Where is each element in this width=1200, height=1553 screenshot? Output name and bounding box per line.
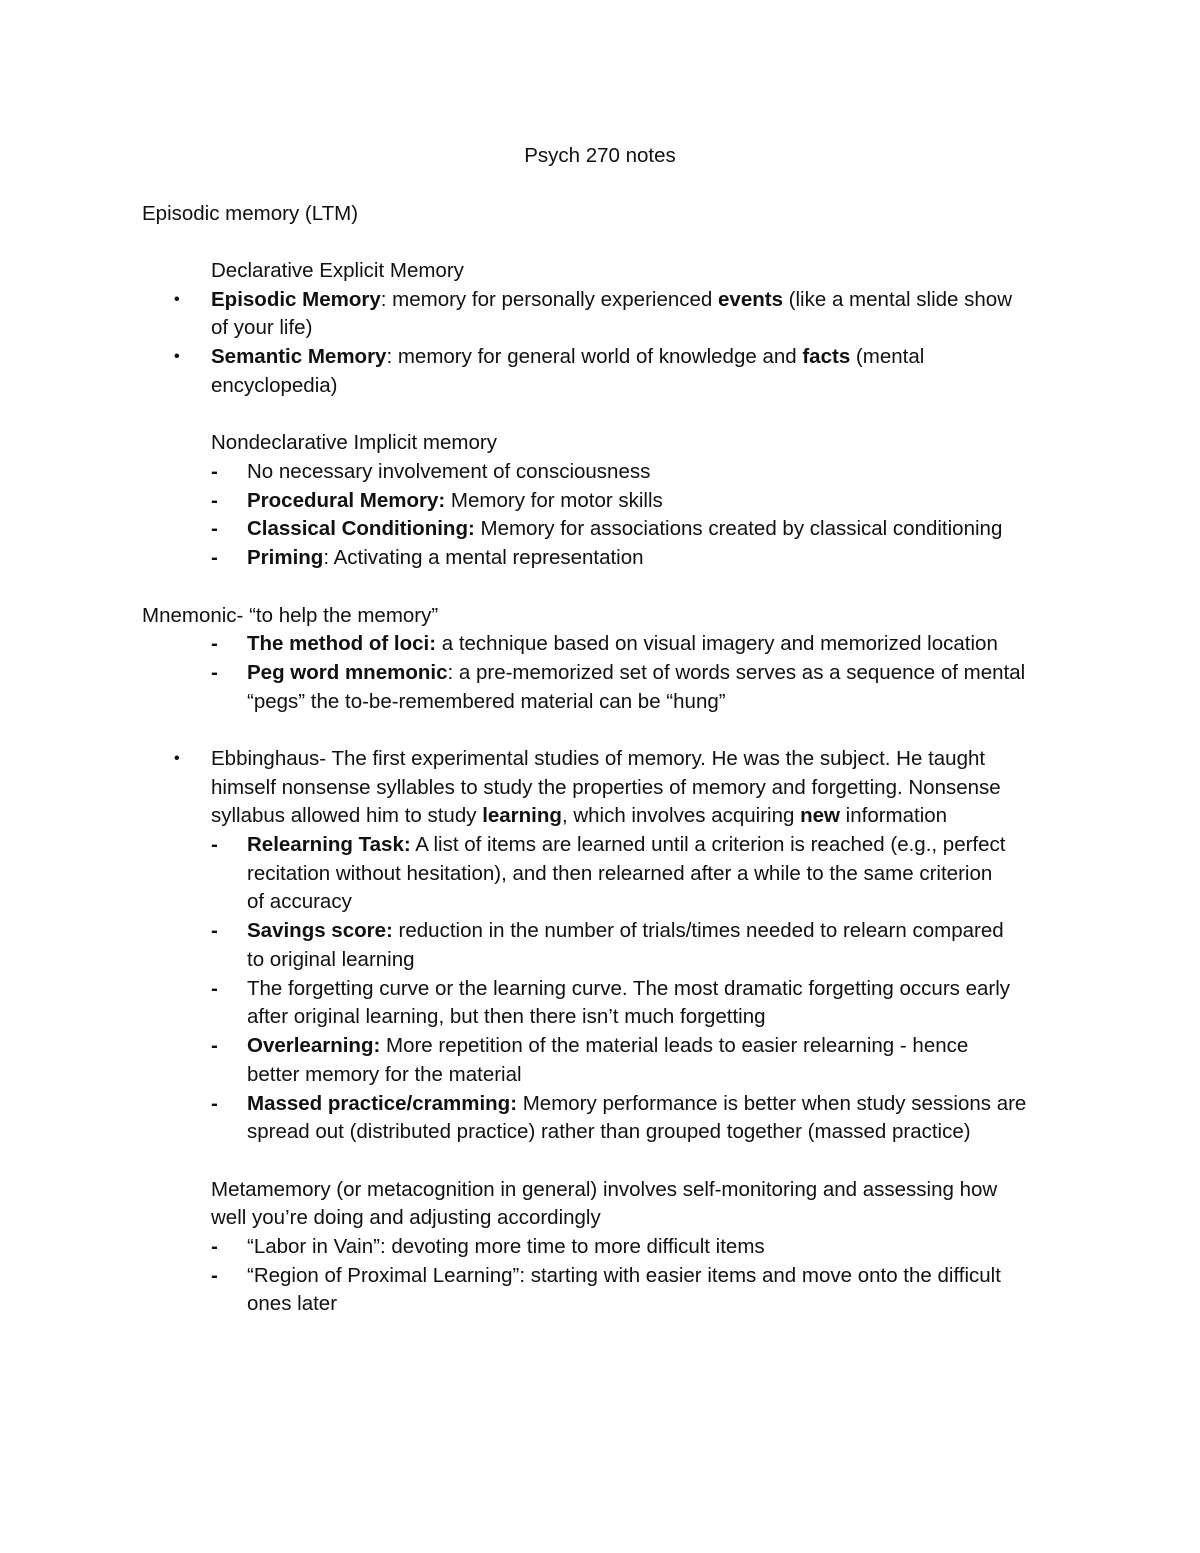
dash-icon: -: [211, 632, 218, 655]
list-item-continuation: of accuracy: [247, 890, 352, 913]
list-item: Procedural Memory: Memory for motor skills: [247, 489, 663, 512]
list-item: Episodic Memory: memory for personally experienced events (like a mental slide show: [211, 288, 1012, 311]
list-item: “Region of Proximal Learning”: starting with easier items and move onto the difficult: [247, 1264, 1001, 1287]
list-item: Priming: Activating a mental representation: [247, 546, 644, 569]
bullet-icon: •: [174, 291, 180, 308]
bullet-icon: •: [174, 750, 180, 767]
page-title: Psych 270 notes: [524, 144, 676, 167]
paragraph-metamemory: well you’re doing and adjusting accordingly: [211, 1206, 601, 1229]
list-item: The method of loci: a technique based on visual imagery and memorized location: [247, 632, 998, 655]
term-episodic-memory: Episodic Memory: [211, 288, 381, 311]
paragraph-ebbinghaus: syllabus allowed him to study learning, which involves acquiring new information: [211, 804, 948, 827]
list-item-continuation: better memory for the material: [247, 1063, 522, 1086]
dash-icon: -: [211, 977, 218, 1000]
list-item: “Labor in Vain”: devoting more time to more difficult items: [247, 1235, 765, 1258]
dash-icon: -: [211, 517, 218, 540]
dash-icon: -: [211, 919, 218, 942]
dash-icon: -: [211, 1264, 218, 1287]
heading-mnemonic: Mnemonic- “to help the memory”: [142, 604, 439, 627]
list-item-continuation: encyclopedia): [211, 374, 338, 397]
dash-icon: -: [211, 1034, 218, 1057]
list-item: No necessary involvement of consciousness: [247, 460, 651, 483]
list-item-continuation: “pegs” the to-be-remembered material can be “hung”: [247, 690, 726, 713]
dash-icon: -: [211, 460, 218, 483]
list-item: Overlearning: More repetition of the material leads to easier relearning - hence: [247, 1034, 969, 1057]
paragraph-metamemory: Metamemory (or metacognition in general) involves self-monitoring and assessing how: [211, 1178, 998, 1201]
list-item-continuation: to original learning: [247, 948, 415, 971]
heading-episodic-memory: Episodic memory (LTM): [142, 202, 359, 225]
paragraph-ebbinghaus: Ebbinghaus- The first experimental studies of memory. He was the subject. He taught: [211, 747, 986, 770]
list-item: Peg word mnemonic: a pre-memorized set of words serves as a sequence of mental: [247, 661, 1026, 684]
dash-icon: -: [211, 489, 218, 512]
list-item: Savings score: reduction in the number of trials/times needed to relearn compared: [247, 919, 1004, 942]
dash-icon: -: [211, 1235, 218, 1258]
list-item-continuation: of your life): [211, 316, 313, 339]
bullet-icon: •: [174, 348, 180, 365]
list-item-continuation: spread out (distributed practice) rather than grouped together (massed practice): [247, 1120, 971, 1143]
dash-icon: -: [211, 833, 218, 856]
dash-icon: -: [211, 1092, 218, 1115]
list-item-continuation: after original learning, but then there isn’t much forgetting: [247, 1005, 766, 1028]
dash-icon: -: [211, 661, 218, 684]
heading-nondeclarative: Nondeclarative Implicit memory: [211, 431, 497, 454]
list-item: Semantic Memory: memory for general world of knowledge and facts (mental: [211, 345, 925, 368]
paragraph-ebbinghaus: himself nonsense syllables to study the properties of memory and forgetting. Nonsense: [211, 776, 1001, 799]
list-item: Classical Conditioning: Memory for associations created by classical conditioning: [247, 517, 1003, 540]
list-item-continuation: ones later: [247, 1292, 338, 1315]
list-item: Relearning Task: A list of items are learned until a criterion is reached (e.g., perfect: [247, 833, 1006, 856]
heading-declarative: Declarative Explicit Memory: [211, 259, 464, 282]
dash-icon: -: [211, 546, 218, 569]
list-item: The forgetting curve or the learning curve. The most dramatic forgetting occurs early: [247, 977, 1011, 1000]
term-semantic-memory: Semantic Memory: [211, 345, 387, 368]
list-item-continuation: recitation without hesitation), and then relearned after a while to the same criterion: [247, 862, 993, 885]
list-item: Massed practice/cramming: Memory performance is better when study sessions are: [247, 1092, 1027, 1115]
